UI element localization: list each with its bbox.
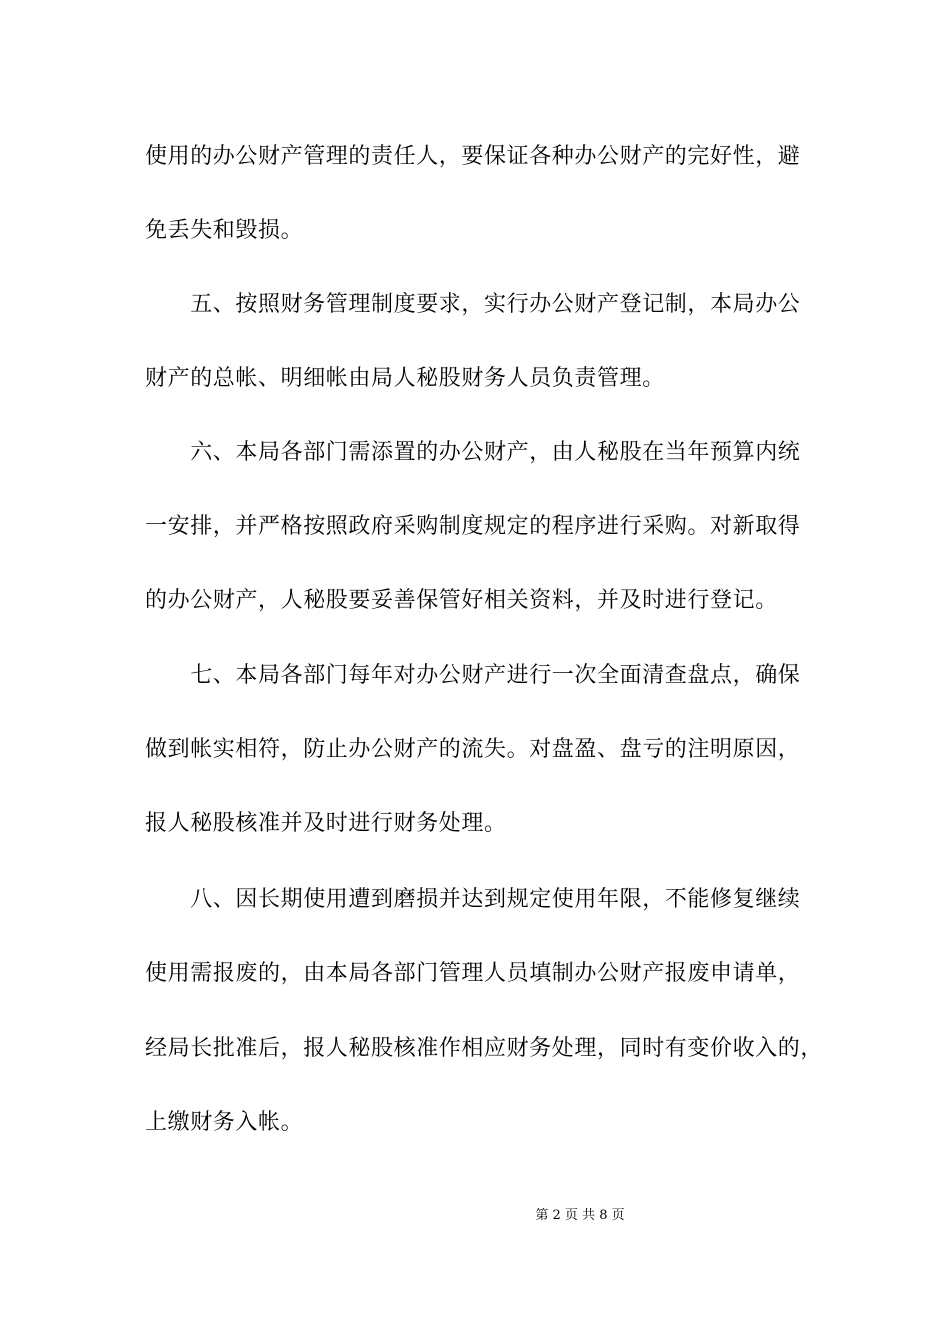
text-line-13: 经局长批准后，报人秘股核准作相应财务处理，同时有变价收入的， bbox=[145, 1036, 824, 1061]
text-line-5: 六、本局各部门需添置的办公财产，由人秘股在当年预算内统 bbox=[145, 440, 801, 465]
text-line-12: 使用需报废的，由本局各部门管理人员填制办公财产报废申请单， bbox=[145, 961, 801, 986]
text-line-11: 八、因长期使用遭到磨损并达到规定使用年限，不能修复继续 bbox=[145, 887, 801, 912]
text-line-3: 五、按照财务管理制度要求，实行办公财产登记制，本局办公 bbox=[145, 292, 801, 317]
text-line-4: 财产的总帐、明细帐由局人秘股财务人员负责管理。 bbox=[145, 366, 665, 391]
text-line-8: 七、本局各部门每年对办公财产进行一次全面清查盘点，确保 bbox=[145, 663, 801, 688]
text-line-2: 免丢失和毁损。 bbox=[145, 218, 304, 243]
text-line-6: 一安排，并严格按照政府采购制度规定的程序进行采购。对新取得 bbox=[145, 514, 801, 539]
text-line-9: 做到帐实相符，防止办公财产的流失。对盘盈、盘亏的注明原因， bbox=[145, 737, 801, 762]
text-line-14: 上缴财务入帐。 bbox=[145, 1110, 304, 1135]
text-line-10: 报人秘股核准并及时进行财务处理。 bbox=[145, 811, 507, 836]
text-line-1: 使用的办公财产管理的责任人，要保证各种办公财产的完好性，避 bbox=[145, 144, 801, 169]
text-line-7: 的办公财产，人秘股要妥善保管好相关资料，并及时进行登记。 bbox=[145, 588, 778, 613]
page-number-footer: 第 2 页 共 8 页 bbox=[535, 1208, 625, 1223]
